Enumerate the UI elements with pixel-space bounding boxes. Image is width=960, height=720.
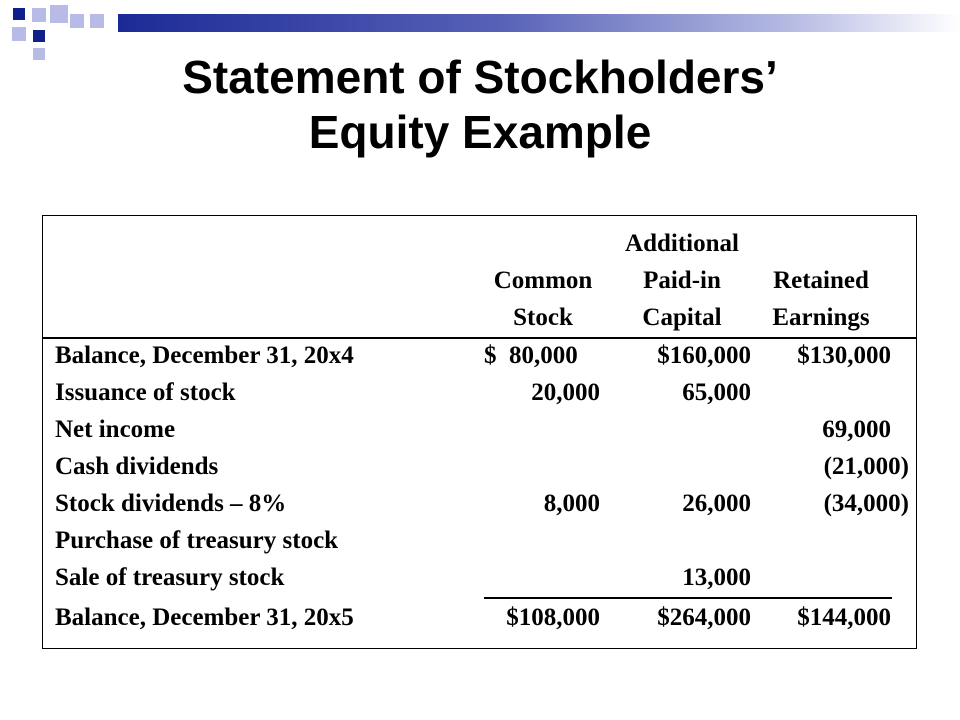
row-paid-in-capital: $160,000 [657,342,751,369]
slide-title [0,50,960,160]
row-retained-earnings: $130,000 [797,342,891,369]
row-retained-earnings: (34,000) [823,490,909,517]
corner-square-2 [32,8,46,22]
row-label: Balance, December 31, 20x5 [55,604,354,631]
row-paid-in-capital: 13,000 [682,564,751,591]
corner-square-5 [33,30,45,42]
corner-square-6 [70,14,84,28]
row-label: Balance, December 31, 20x4 [55,342,354,369]
corner-square-1 [13,8,25,20]
row-paid-in-capital: $264,000 [657,604,751,631]
col-apic-header-line-3: Capital [642,304,722,331]
col-retained-header-line-1: Retained [773,267,869,294]
row-common-stock: 20,000 [531,379,600,406]
row-label: Net income [55,416,176,443]
row-retained-earnings: $144,000 [797,604,891,631]
row-label: Sale of treasury stock [55,564,285,591]
row-label: Cash dividends [55,453,219,480]
col-apic-header-line-2: Paid-in [643,267,721,294]
row-common-stock: 8,000 [543,490,600,517]
col-apic-header-line-1: Additional [625,230,739,257]
row-paid-in-capital: 26,000 [682,490,751,517]
col-common-header-line-1: Common [493,267,593,294]
col-common-header-line-2: Stock [513,304,573,331]
corner-square-3 [50,5,68,23]
row-paid-in-capital: 65,000 [682,379,751,406]
header-accent-bar [118,14,960,32]
row-label: Issuance of stock [55,379,236,406]
row-label: Purchase of treasury stock [55,527,339,554]
slide-title-line-1: Statement of Stockholders’ [182,51,778,103]
corner-square-7 [90,14,104,28]
total-underline [484,597,892,599]
row-label: Stock dividends – 8% [55,490,287,517]
row-retained-earnings: (21,000) [823,453,909,480]
col-retained-header-line-2: Earnings [772,304,870,331]
row-common-stock: $ 80,000 [484,342,578,369]
row-retained-earnings: 69,000 [822,416,891,443]
equity-statement-table [42,215,917,649]
corner-square-4 [12,27,26,41]
slide-title-line-2: Equity Example [308,106,652,158]
row-common-stock: $108,000 [506,604,600,631]
